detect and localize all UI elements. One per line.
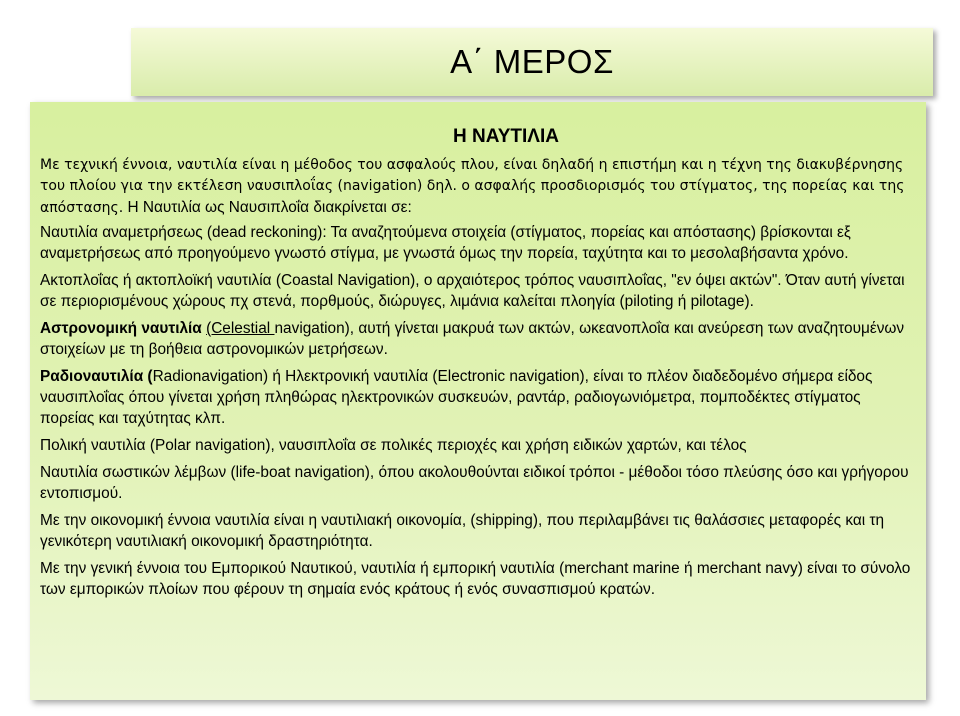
paragraph-dead-reckoning: Ναυτιλία αναμετρήσεως (dead reckoning): Τα αναζητούμενα στοιχεία (στίγματος, πορείας και απόστασης) βρίσκονται εξ αναμετρήσεως από προηγούμενο γνωστό στίγμα, με γνωστά όμως την πορεία, ταχύτητα και το μεσολαβήσαντα χρόνο. — [40, 224, 851, 262]
celestial-text: navigation), αυτή γίνεται μακρυά των ακτών, ωκεανοπλοΐα και ανεύρεση των αναζητουμένων στοιχείων με τη βοήθεια αστρονομικών μετρήσεων. — [40, 320, 905, 358]
paragraph-merchant: Με την γενική έννοια του Εμπορικού Ναυτικού, ναυτιλία ή εμπορική ναυτιλία (merchant marine ή merchant navy) είναι το σύνολο των εμπορικών πλοίων που φέρουν τη σημαία ενός κράτους ή ενός συνασπισμού κρατών. — [40, 560, 911, 598]
intro-text: Με τεχνική έννοια, ναυτιλία είναι η μέθοδος του ασφαλούς πλου, είναι δηλαδή η επιστήμη και η τέχνη της διακυβέρνησης του πλοίου για την εκτέλεση ναυσιπλοΐας (navigation) δηλ. ο ασφαλής προσδιορισμός του στίγματος, της πορείας και της απόστασης. — [40, 157, 905, 216]
section-heading: Η ΝΑΥΤΙΛΙΑ — [453, 126, 559, 147]
radio-text: Radionavigation) ή Ηλεκτρονική ναυτιλία (Electronic navigation), είναι το πλέον διαδεδομένο σήμερα είδος ναυσιπλοΐας όπου γίνεται χρήση πληθώρας ηλεκτρονικών συσκευών, ραντάρ, ραδιογωνιόμετρα, πομποδέκτες στίγματος πορείας και ταχύτητας κλπ. — [40, 368, 873, 427]
radio-term: Ραδιοναυτιλία ( — [40, 368, 153, 385]
paragraph-economic: Με την οικονομική έννοια ναυτιλία είναι η ναυτιλιακή οικονομία, (shipping), που περιλαμβάνει τις θαλάσσιες μεταφορές και τη γενικότερη ναυτιλιακή οικονομική δραστηριότητα. — [40, 512, 885, 550]
paragraph-coastal: Ακτοπλοΐας ή ακτοπλοϊκή ναυτιλία (Coastal Navigation), ο αρχαιότερος τρόπος ναυσιπλοΐας, "εν όψει ακτών". Όταν αυτή γίνεται σε περιορισμένους χώρους πχ στενά, πορθμούς, διώρυγες, λιμάνια καλείται πλοηγία (piloting ή pilotage). — [40, 272, 905, 310]
slide-title-box — [131, 28, 933, 96]
celestial-underlined: (Celestial — [206, 320, 275, 337]
paragraph-polar: Πολική ναυτιλία (Polar navigation), ναυσιπλοΐα σε πολικές περιοχές και χρήση ειδικών χαρτών, και τέλος — [40, 437, 747, 454]
paragraph-radio — [40, 366, 912, 429]
paragraph-celestial — [40, 318, 912, 360]
intro-text-continuation: Η Ναυτιλία ως Ναυσιπλοΐα διακρίνεται σε: — [123, 199, 412, 216]
intro-paragraph — [40, 155, 912, 219]
celestial-term: Αστρονομική ναυτιλία — [40, 320, 202, 337]
paragraph-lifeboat: Ναυτιλία σωστικών λέμβων (life-boat navigation), όπου ακολουθούνται ειδικοί τρόποι - μέθοδοι τόσο πλεύσης όσο και γρήγορου εντοπισμού. — [40, 464, 909, 502]
slide-title: Α΄ ΜΕΡΟΣ — [450, 43, 614, 80]
content-box — [30, 102, 926, 700]
